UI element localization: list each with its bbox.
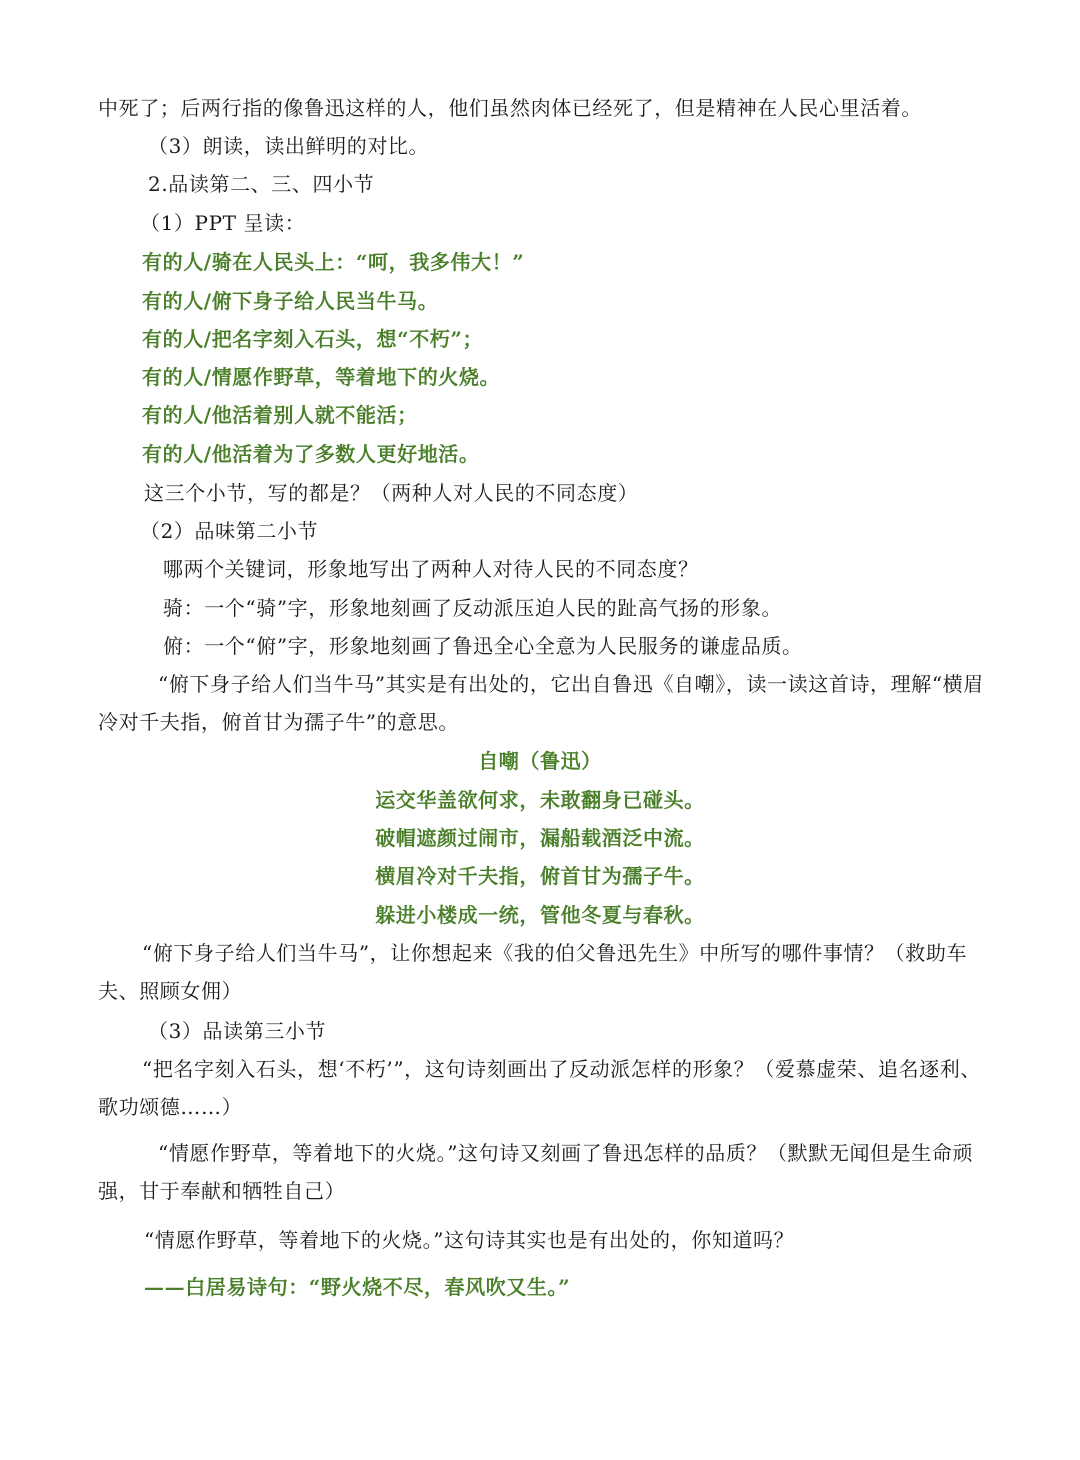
- poem-line: 有的人/情愿作野草，等着地下的火烧。: [142, 365, 501, 389]
- poem-line: 有的人/把名字刻入石头，想“不朽”；: [142, 327, 484, 351]
- paragraph: “俯下身子给人们当牛马”其实是有出处的，它出自鲁迅《自嘲》，读一读这首诗，理解“横眉冷对千夫指，俯首甘为孺子牛”的意思。: [98, 672, 984, 734]
- question-line: 这三个小节，写的都是？（两种人对人民的不同态度）: [144, 481, 639, 505]
- poem-line: 破帽遮颜过闹市，漏船载酒泛中流。: [375, 826, 705, 850]
- poem-line: 有的人/他活着别人就不能活；: [142, 403, 418, 427]
- step-heading: （1）PPT 呈读：: [140, 211, 306, 235]
- poem-line: 运交华盖欲何求，未敢翻身已碰头。: [375, 788, 705, 812]
- paragraph-line: 中死了；后两行指的像鲁迅这样的人，他们虽然肉体已经死了，但是精神在人民心里活着。: [98, 96, 922, 120]
- poem-line: 有的人/骑在人民头上：“呵，我多伟大！”: [142, 250, 525, 274]
- answer-line: 俯：一个“俯”字，形象地刻画了鲁迅全心全意为人民服务的谦虚品质。: [163, 634, 803, 658]
- paragraph: “把名字刻入石头，想‘不朽’”，这句诗刻画出了反动派怎样的形象？（爱慕虚荣、追名逐利、歌功颂德……）: [98, 1057, 981, 1119]
- section-heading: 2.品读第二、三、四小节: [148, 172, 375, 196]
- poem-line: 躲进小楼成一统，管他冬夏与春秋。: [375, 903, 705, 927]
- poem-title: 自嘲（鲁迅）: [478, 749, 602, 773]
- step-heading: （3）品读第三小节: [148, 1019, 327, 1043]
- step-heading: （3）朗读，读出鲜明的对比。: [148, 134, 430, 158]
- question-line: 哪两个关键词，形象地写出了两种人对待人民的不同态度？: [163, 557, 699, 581]
- paragraph: “情愿作野草，等着地下的火烧。”这句诗又刻画了鲁迅怎样的品质？（默默无闻但是生命顽强，甘于奉献和牺牲自己）: [98, 1141, 974, 1203]
- question-line: “情愿作野草，等着地下的火烧。”这句诗其实也是有出处的，你知道吗？: [144, 1228, 795, 1252]
- poem-line: 有的人/他活着为了多数人更好地活。: [142, 442, 480, 466]
- poem-line: 有的人/俯下身子给人民当牛马。: [142, 289, 439, 313]
- answer-line: 骑：一个“骑”字，形象地刻画了反动派压迫人民的趾高气扬的形象。: [163, 596, 783, 620]
- quote-line: ——白居易诗句：“野火烧不尽，春风吹又生。”: [144, 1275, 571, 1299]
- paragraph: “俯下身子给人们当牛马”，让你想起来《我的伯父鲁迅先生》中所写的哪件事情？（救助车夫、照顾女佣）: [98, 941, 968, 1003]
- poem-line: 横眉冷对千夫指，俯首甘为孺子牛。: [375, 864, 705, 888]
- step-heading: （2）品味第二小节: [140, 519, 319, 543]
